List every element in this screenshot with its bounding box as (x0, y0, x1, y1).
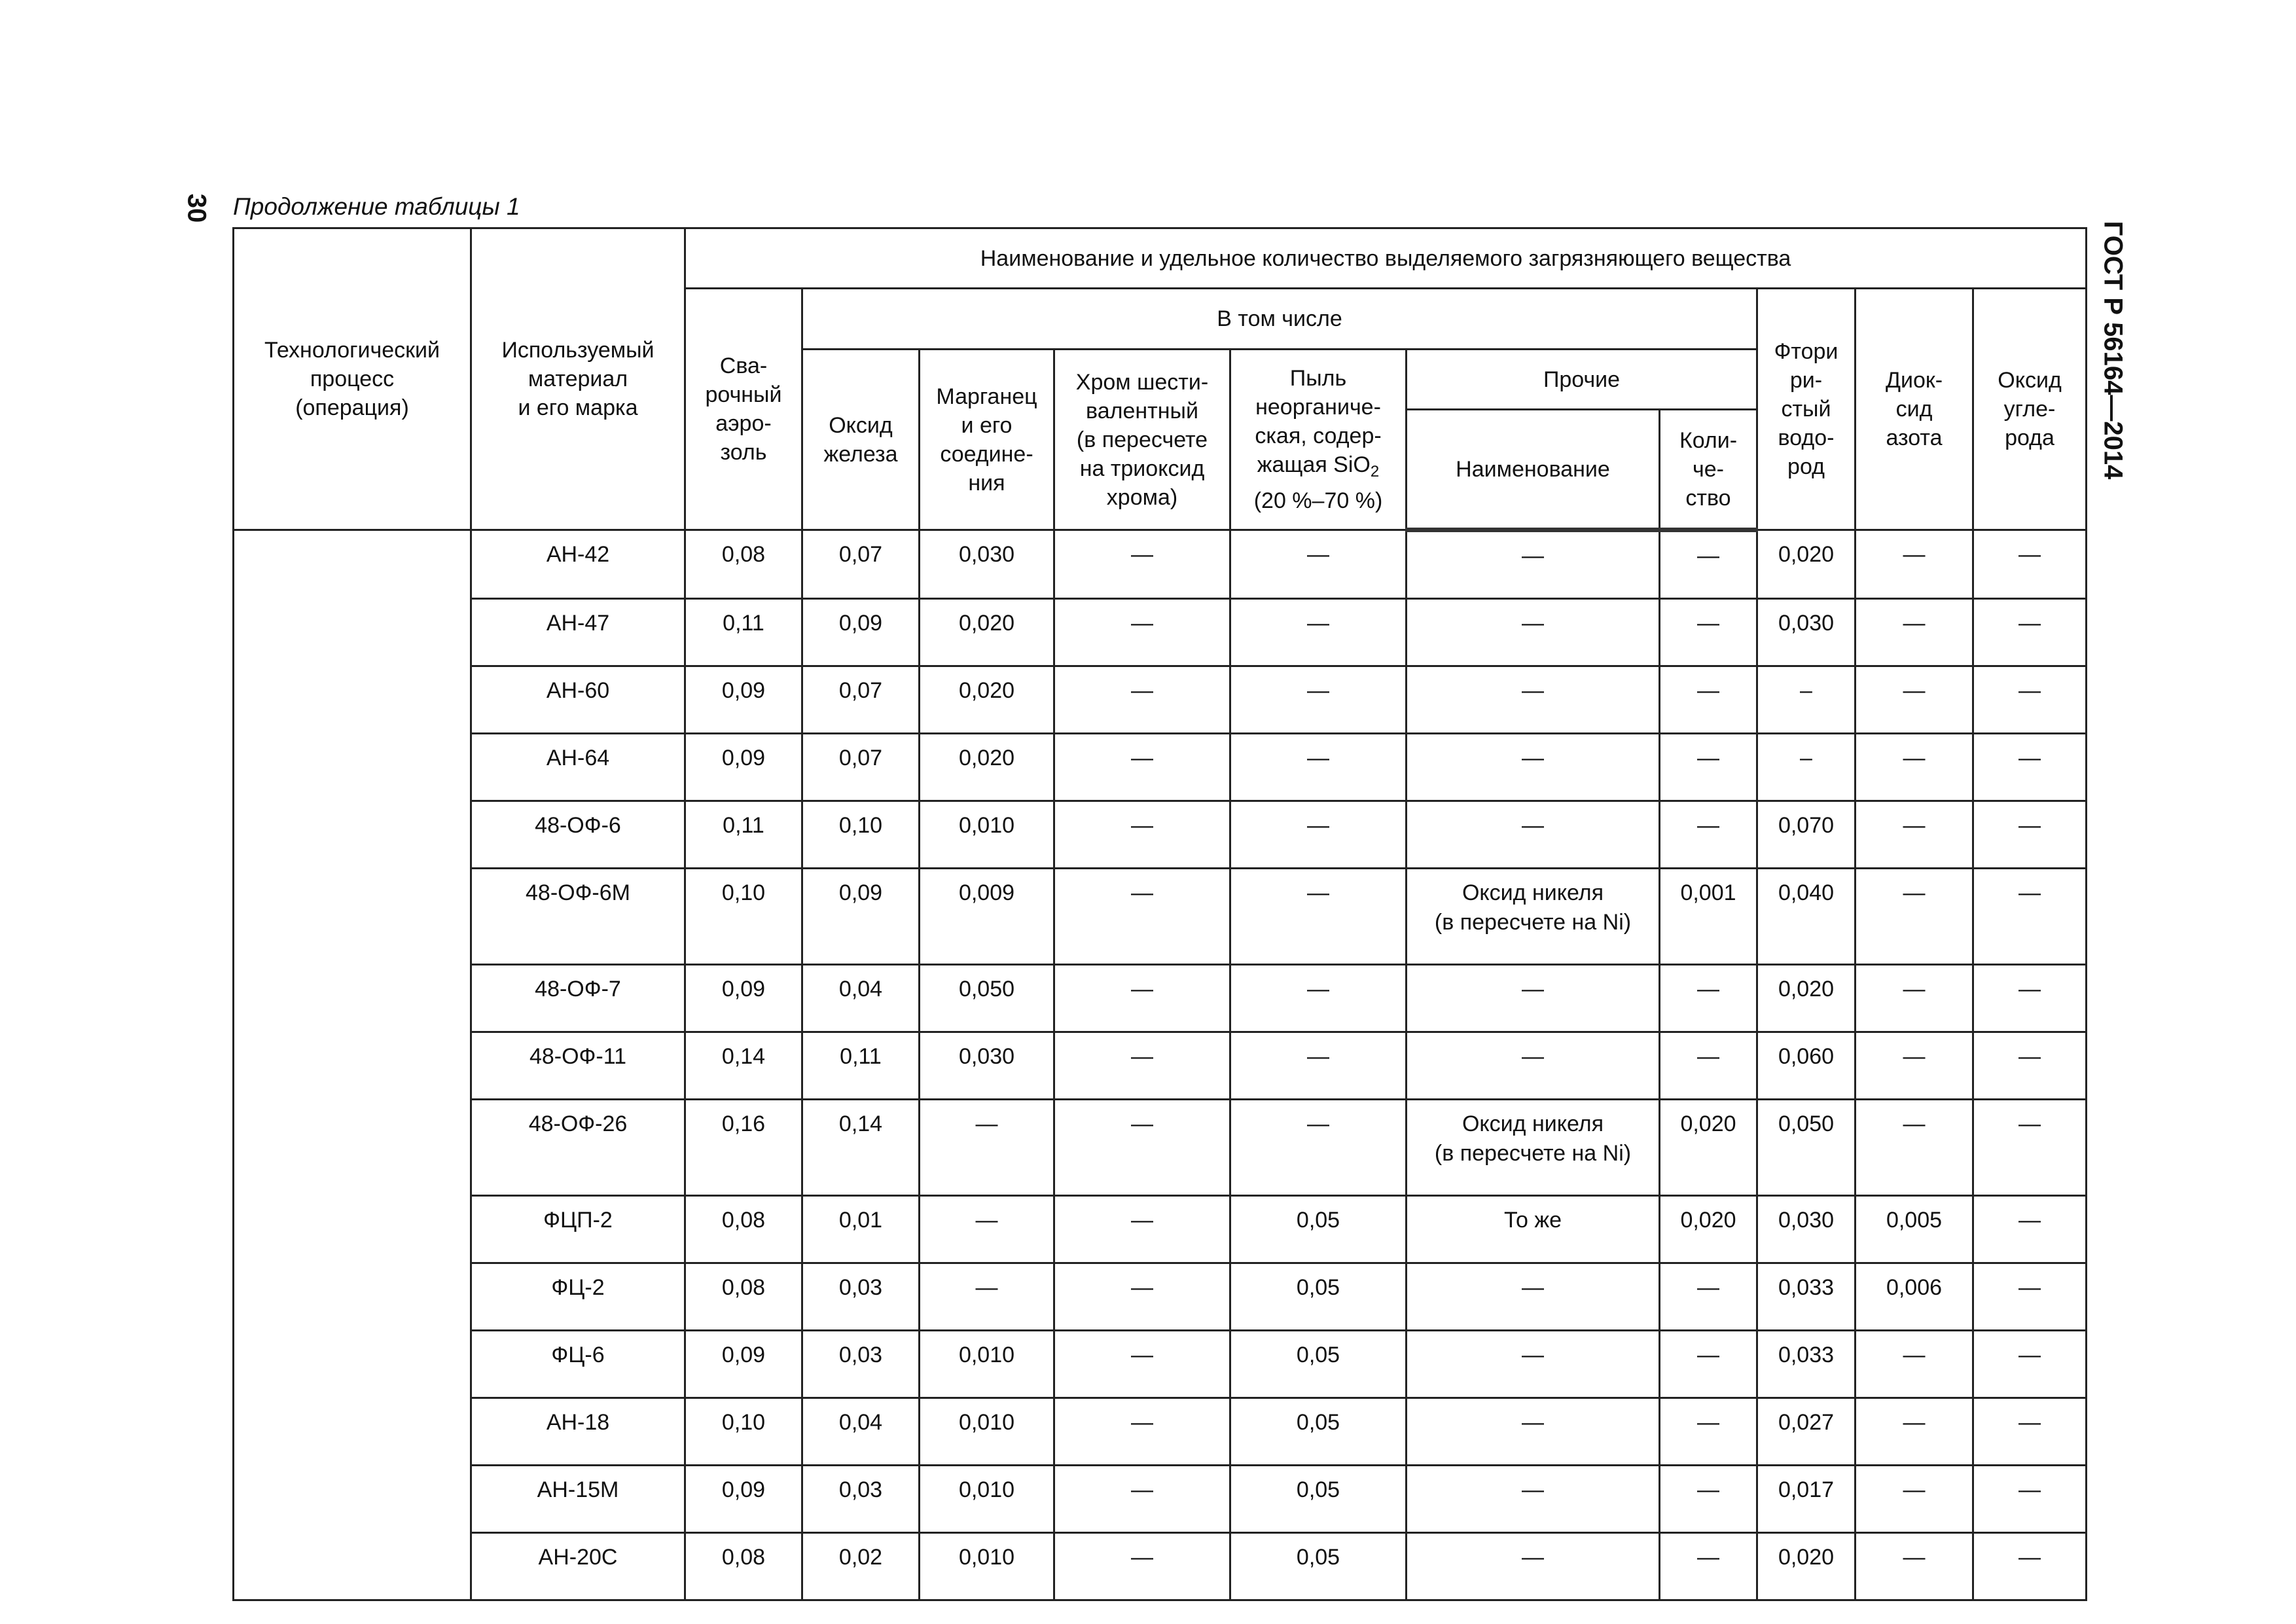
cell-material: АН-15М (471, 1466, 685, 1533)
cell-other-name: — (1407, 1263, 1660, 1331)
cell-dust: — (1230, 530, 1407, 599)
cell-co: — (1973, 1196, 2087, 1263)
cell-dust: 0,05 (1230, 1263, 1407, 1331)
cell-no2: 0,006 (1856, 1263, 1973, 1331)
cell-hf: 0,020 (1757, 530, 1856, 599)
cell-co: — (1973, 1398, 2087, 1466)
cell-co: — (1973, 801, 2087, 869)
table-body (234, 530, 2087, 1600)
cell-iron: 0,10 (802, 801, 920, 869)
header-inorganic-dust: Пыль неорганиче- ская, содер- жащая SiO$_2$ (20 %–70 %) (1230, 350, 1407, 530)
cell-aerosol: 0,08 (685, 1533, 802, 1600)
cell-aerosol: 0,14 (685, 1032, 802, 1100)
cell-cr: — (1054, 530, 1230, 599)
cell-no2: — (1856, 965, 1973, 1032)
cell-hf: 0,040 (1757, 869, 1856, 965)
table-caption: Продолжение таблицы 1 (233, 193, 520, 220)
header-chromium: Хром шести- валентный (в пересчете на триоксид хрома) (1054, 350, 1230, 530)
cell-other-qty: — (1660, 1533, 1757, 1600)
cell-co: — (1973, 734, 2087, 801)
cell-no2: — (1856, 1100, 1973, 1196)
header-material: Используемый материал и его марка (471, 228, 685, 530)
cell-hf: – (1757, 734, 1856, 801)
cell-mn: 0,020 (920, 599, 1054, 666)
table-row (234, 599, 2087, 666)
cell-no2: — (1856, 1398, 1973, 1466)
cell-cr: — (1054, 1466, 1230, 1533)
table-row (234, 1331, 2087, 1398)
table-row (234, 1398, 2087, 1466)
cell-mn: — (920, 1196, 1054, 1263)
cell-cr: — (1054, 801, 1230, 869)
cell-dust: 0,05 (1230, 1398, 1407, 1466)
cell-iron: 0,01 (802, 1196, 920, 1263)
table-row (234, 1533, 2087, 1600)
cell-other-qty: — (1660, 530, 1757, 599)
table-row (234, 1100, 2087, 1196)
cell-other-name: Оксид никеля (в пересчете на Ni) (1407, 869, 1660, 965)
cell-iron: 0,07 (802, 530, 920, 599)
cell-mn: 0,010 (920, 1398, 1054, 1466)
cell-material: АН-47 (471, 599, 685, 666)
cell-mn: 0,020 (920, 734, 1054, 801)
cell-co: — (1973, 1032, 2087, 1100)
cell-co: — (1973, 599, 2087, 666)
cell-other-name: — (1407, 801, 1660, 869)
cell-material: 48-ОФ-26 (471, 1100, 685, 1196)
cell-mn: 0,010 (920, 801, 1054, 869)
cell-no2: — (1856, 1466, 1973, 1533)
cell-co: — (1973, 1263, 2087, 1331)
cell-hf: 0,020 (1757, 1533, 1856, 1600)
cell-other-qty: — (1660, 1263, 1757, 1331)
cell-aerosol: 0,08 (685, 1263, 802, 1331)
cell-cr: — (1054, 1398, 1230, 1466)
cell-cr: — (1054, 599, 1230, 666)
table-row (234, 666, 2087, 734)
cell-aerosol: 0,16 (685, 1100, 802, 1196)
cell-other-name: — (1407, 1466, 1660, 1533)
cell-material: АН-20С (471, 1533, 685, 1600)
cell-other-name: — (1407, 965, 1660, 1032)
cell-hf: 0,030 (1757, 1196, 1856, 1263)
header-other-name: Наименование (1407, 410, 1660, 530)
cell-other-qty: — (1660, 666, 1757, 734)
cell-other-qty: — (1660, 599, 1757, 666)
table-row (234, 1196, 2087, 1263)
table-row (234, 1032, 2087, 1100)
cell-iron: 0,14 (802, 1100, 920, 1196)
cell-dust: 0,05 (1230, 1533, 1407, 1600)
cell-other-name: — (1407, 734, 1660, 801)
cell-other-name: — (1407, 1398, 1660, 1466)
cell-dust: — (1230, 666, 1407, 734)
cell-cr: — (1054, 1331, 1230, 1398)
cell-aerosol: 0,09 (685, 666, 802, 734)
cell-no2: 0,005 (1856, 1196, 1973, 1263)
cell-mn: 0,010 (920, 1533, 1054, 1600)
cell-other-name: — (1407, 1032, 1660, 1100)
cell-iron: 0,09 (802, 869, 920, 965)
cell-material: ФЦ-6 (471, 1331, 685, 1398)
cell-no2: — (1856, 801, 1973, 869)
cell-aerosol: 0,08 (685, 1196, 802, 1263)
cell-no2: — (1856, 1032, 1973, 1100)
cell-co: — (1973, 530, 2087, 599)
cell-iron: 0,07 (802, 666, 920, 734)
cell-mn: 0,010 (920, 1331, 1054, 1398)
cell-other-name: Оксид никеля (в пересчете на Ni) (1407, 1100, 1660, 1196)
cell-aerosol: 0,09 (685, 965, 802, 1032)
cell-cr: — (1054, 1032, 1230, 1100)
header-nitrogen-dioxide: Диок- сид азота (1856, 289, 1973, 530)
header-iron-oxide: Оксид железа (802, 350, 920, 530)
cell-aerosol: 0,10 (685, 869, 802, 965)
cell-cr: — (1054, 1533, 1230, 1600)
cell-aerosol: 0,10 (685, 1398, 802, 1466)
cell-other-name: — (1407, 1533, 1660, 1600)
cell-hf: 0,070 (1757, 801, 1856, 869)
cell-iron: 0,03 (802, 1263, 920, 1331)
cell-hf: 0,020 (1757, 965, 1856, 1032)
cell-material: АН-64 (471, 734, 685, 801)
table-row (234, 1466, 2087, 1533)
cell-hf: 0,060 (1757, 1032, 1856, 1100)
cell-mn: 0,030 (920, 530, 1054, 599)
cell-hf: 0,033 (1757, 1331, 1856, 1398)
cell-other-qty: — (1660, 1331, 1757, 1398)
table-header (234, 228, 2087, 530)
cell-dust: — (1230, 869, 1407, 965)
cell-material: 48-ОФ-7 (471, 965, 685, 1032)
table-row (234, 530, 2087, 599)
cell-cr: — (1054, 1196, 1230, 1263)
cell-cr: — (1054, 869, 1230, 965)
cell-mn: 0,050 (920, 965, 1054, 1032)
cell-co: — (1973, 1466, 2087, 1533)
cell-dust: — (1230, 1100, 1407, 1196)
header-manganese: Марганец и его соедине- ния (920, 350, 1054, 530)
header-other-quantity: Коли- че- ство (1660, 410, 1757, 530)
cell-cr: — (1054, 1263, 1230, 1331)
cell-mn: 0,020 (920, 666, 1054, 734)
cell-aerosol: 0,11 (685, 801, 802, 869)
cell-material: ФЦ-2 (471, 1263, 685, 1331)
cell-dust: — (1230, 801, 1407, 869)
cell-iron: 0,07 (802, 734, 920, 801)
cell-other-name: — (1407, 666, 1660, 734)
cell-dust: 0,05 (1230, 1196, 1407, 1263)
cell-other-qty: — (1660, 1398, 1757, 1466)
cell-cr: — (1054, 965, 1230, 1032)
cell-iron: 0,04 (802, 965, 920, 1032)
cell-mn: — (920, 1263, 1054, 1331)
cell-material: 48-ОФ-6М (471, 869, 685, 965)
cell-no2: — (1856, 734, 1973, 801)
cell-no2: — (1856, 599, 1973, 666)
cell-aerosol: 0,09 (685, 1331, 802, 1398)
cell-co: — (1973, 1100, 2087, 1196)
cell-other-name: То же (1407, 1196, 1660, 1263)
header-other: Прочие (1407, 350, 1757, 410)
cell-material: АН-18 (471, 1398, 685, 1466)
cell-iron: 0,03 (802, 1466, 920, 1533)
cell-no2: — (1856, 1533, 1973, 1600)
cell-hf: – (1757, 666, 1856, 734)
cell-material: АН-42 (471, 530, 685, 599)
cell-aerosol: 0,11 (685, 599, 802, 666)
document-code: ГОСТ Р 56164—2014 (2098, 221, 2128, 480)
cell-dust: 0,05 (1230, 1331, 1407, 1398)
cell-co: — (1973, 965, 2087, 1032)
cell-iron: 0,03 (802, 1331, 920, 1398)
cell-no2: — (1856, 869, 1973, 965)
cell-dust: — (1230, 599, 1407, 666)
cell-other-qty: — (1660, 801, 1757, 869)
cell-co: — (1973, 1331, 2087, 1398)
cell-hf: 0,030 (1757, 599, 1856, 666)
cell-other-qty: — (1660, 1466, 1757, 1533)
cell-hf: 0,050 (1757, 1100, 1856, 1196)
cell-co: — (1973, 1533, 2087, 1600)
cell-iron: 0,04 (802, 1398, 920, 1466)
cell-iron: 0,02 (802, 1533, 920, 1600)
cell-material: АН-60 (471, 666, 685, 734)
header-carbon-oxide: Оксид угле- рода (1973, 289, 2087, 530)
table-row (234, 1263, 2087, 1331)
cell-mn: 0,009 (920, 869, 1054, 965)
cell-no2: — (1856, 1331, 1973, 1398)
cell-iron: 0,09 (802, 599, 920, 666)
cell-mn: — (920, 1100, 1054, 1196)
header-process: Технологический процесс (операция) (234, 228, 471, 530)
process-cell (234, 530, 471, 1600)
cell-material: 48-ОФ-6 (471, 801, 685, 869)
cell-dust: 0,05 (1230, 1466, 1407, 1533)
cell-cr: — (1054, 1100, 1230, 1196)
cell-aerosol: 0,09 (685, 734, 802, 801)
cell-other-name: — (1407, 1331, 1660, 1398)
cell-dust: — (1230, 965, 1407, 1032)
cell-co: — (1973, 869, 2087, 965)
cell-other-qty: — (1660, 965, 1757, 1032)
cell-hf: 0,033 (1757, 1263, 1856, 1331)
cell-dust: — (1230, 734, 1407, 801)
cell-no2: — (1856, 666, 1973, 734)
cell-other-name: — (1407, 599, 1660, 666)
cell-other-qty: 0,020 (1660, 1100, 1757, 1196)
cell-other-qty: — (1660, 1032, 1757, 1100)
cell-aerosol: 0,08 (685, 530, 802, 599)
table-row (234, 801, 2087, 869)
emissions-table (232, 227, 2087, 1601)
header-hydrogen-fluoride: Фтори ри- стый водо- род (1757, 289, 1856, 530)
cell-other-qty: 0,020 (1660, 1196, 1757, 1263)
cell-other-qty: — (1660, 734, 1757, 801)
table-row (234, 965, 2087, 1032)
cell-cr: — (1054, 666, 1230, 734)
header-welding-aerosol: Сва- рочный аэро- золь (685, 289, 802, 530)
page-number: 30 (182, 193, 211, 223)
cell-material: 48-ОФ-11 (471, 1032, 685, 1100)
cell-material: ФЦП-2 (471, 1196, 685, 1263)
cell-mn: 0,030 (920, 1032, 1054, 1100)
cell-no2: — (1856, 530, 1973, 599)
cell-cr: — (1054, 734, 1230, 801)
cell-other-qty: 0,001 (1660, 869, 1757, 965)
cell-iron: 0,11 (802, 1032, 920, 1100)
cell-co: — (1973, 666, 2087, 734)
cell-hf: 0,027 (1757, 1398, 1856, 1466)
cell-dust: — (1230, 1032, 1407, 1100)
header-including: В том числе (802, 289, 1757, 350)
cell-other-name: — (1407, 530, 1660, 599)
table-row (234, 869, 2087, 965)
header-group-title: Наименование и удельное количество выделяемого загрязняющего вещества (685, 228, 2087, 289)
table-row (234, 734, 2087, 801)
cell-hf: 0,017 (1757, 1466, 1856, 1533)
cell-aerosol: 0,09 (685, 1466, 802, 1533)
cell-mn: 0,010 (920, 1466, 1054, 1533)
